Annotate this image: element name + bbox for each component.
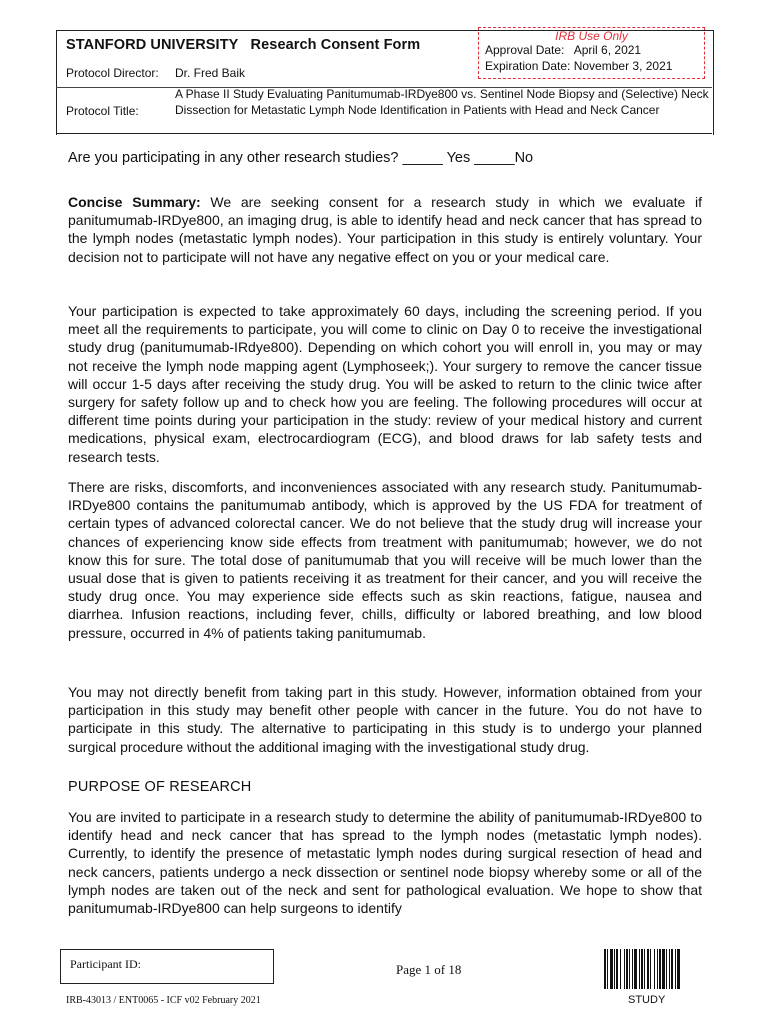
participation-paragraph: Your participation is expected to take approximately 60 days, including the screening period. If you meet all the requirements to participate, you will come to clinic on Day 0 to receive the investigational study drug (panitumumab-IRdye800). Depending on which cohort you will enroll in, you may or may not receive the lymph node mapping agent (Lymphoseek;). Your surgery to remove the cancer tissue will occur 1-5 days after receiving the study drug. You will be asked to return to the clinic twice after surgery for safety follow up and to check how you are feeling. The following procedures will occur at different time points during your participation in the study: review of your medical history and current medications, physical exam, electrocardiogram (ECG), and blood draws for lab safety tests and research tests.	[68, 303, 702, 465]
irb-expiration-date: Expiration Date: November 3, 2021	[485, 59, 673, 73]
protocol-title-value: A Phase II Study Evaluating Panitumumab-IRDye800 vs. Sentinel Node Biopsy and (Selective) Neck Dissection for Metastatic Lymph Node Identification in Patients with Head and Neck Cancer	[175, 87, 709, 117]
study-label: STUDY	[628, 994, 666, 1006]
irb-title: IRB Use Only	[555, 29, 628, 43]
irb-approval-date: Approval Date: April 6, 2021	[485, 43, 642, 57]
page-number: Page 1 of 18	[396, 962, 462, 977]
concise-summary-label: Concise Summary:	[68, 194, 201, 210]
participant-id-label: Participant ID:	[70, 957, 141, 971]
protocol-director-value: Dr. Fred Baik	[175, 66, 246, 80]
risks-paragraph: There are risks, discomforts, and inconveniences associated with any research study. Panitumumab-IRDye800 contains the panitumumab antibody, which is approved by the US FDA for treatment of certain types of advanced colorectal cancer. We do not believe that the study drug will increase your chances of experiencing know side effects from treatment with panitumumab; however, we do not know this for sure. The total dose of panitumumab that you will receive will be much lower than the usual dose that is given to patients receiving it as treatment for their cancer, and you will receive the study drug once. You may experience side effects such as skin reactions, fatigue, nausea and diarrhea. Infusion reactions, including fever, chills, difficulty or labored breathing, and low blood pressure, occurred in 4% of patients taking panitumumab.	[68, 479, 702, 641]
protocol-director-label: Protocol Director:	[66, 66, 159, 80]
header-bottom-rule	[56, 133, 712, 134]
footer-note: IRB-43013 / ENT0065 - ICF v02 February 2021	[66, 995, 261, 1006]
purpose-heading: PURPOSE OF RESEARCH	[68, 779, 252, 795]
form-title: STANFORD UNIVERSITY Research Consent Form	[66, 37, 421, 53]
benefits-paragraph: You may not directly benefit from taking part in this study. However, information obtained from your participation in this study may benefit other people with cancer in the future. You do not have to participate in this study. The alternative to participating in this study is to undergo your planned surgical procedure without the additional imaging with the investigational study drug.	[68, 684, 702, 755]
concise-summary	[68, 193, 702, 266]
other-studies-question: Are you participating in any other research studies? _____ Yes _____No	[68, 150, 534, 166]
purpose-paragraph: You are invited to participate in a research study to determine the ability of panitumumab-IRDye800 to identify head and neck cancer that has spread to the lymph nodes (metastatic lymph nodes). Currently, to identify the presence of metastatic lymph nodes during surgical resection of head and neck cancers, patients undergo a neck dissection or sentinel node biopsy whereby some or all of the lymph nodes are taken out of the neck and sent for pathological evaluation. We hope to show that panitumumab-IRDye800 can help surgeons to identify	[68, 809, 702, 917]
protocol-title-label: Protocol Title:	[66, 104, 139, 118]
concise-summary-text: We are seeking consent for a research study in which we evaluate if panitumumab-IRDye800, an imaging drug, is able to identify head and neck cancer that has spread to the lymph nodes (metastatic lymph nodes). Your participation in this study is entirely voluntary. Your decision not to participate will not have any negative effect on you or your medical care.	[68, 194, 702, 265]
barcode	[604, 949, 718, 989]
